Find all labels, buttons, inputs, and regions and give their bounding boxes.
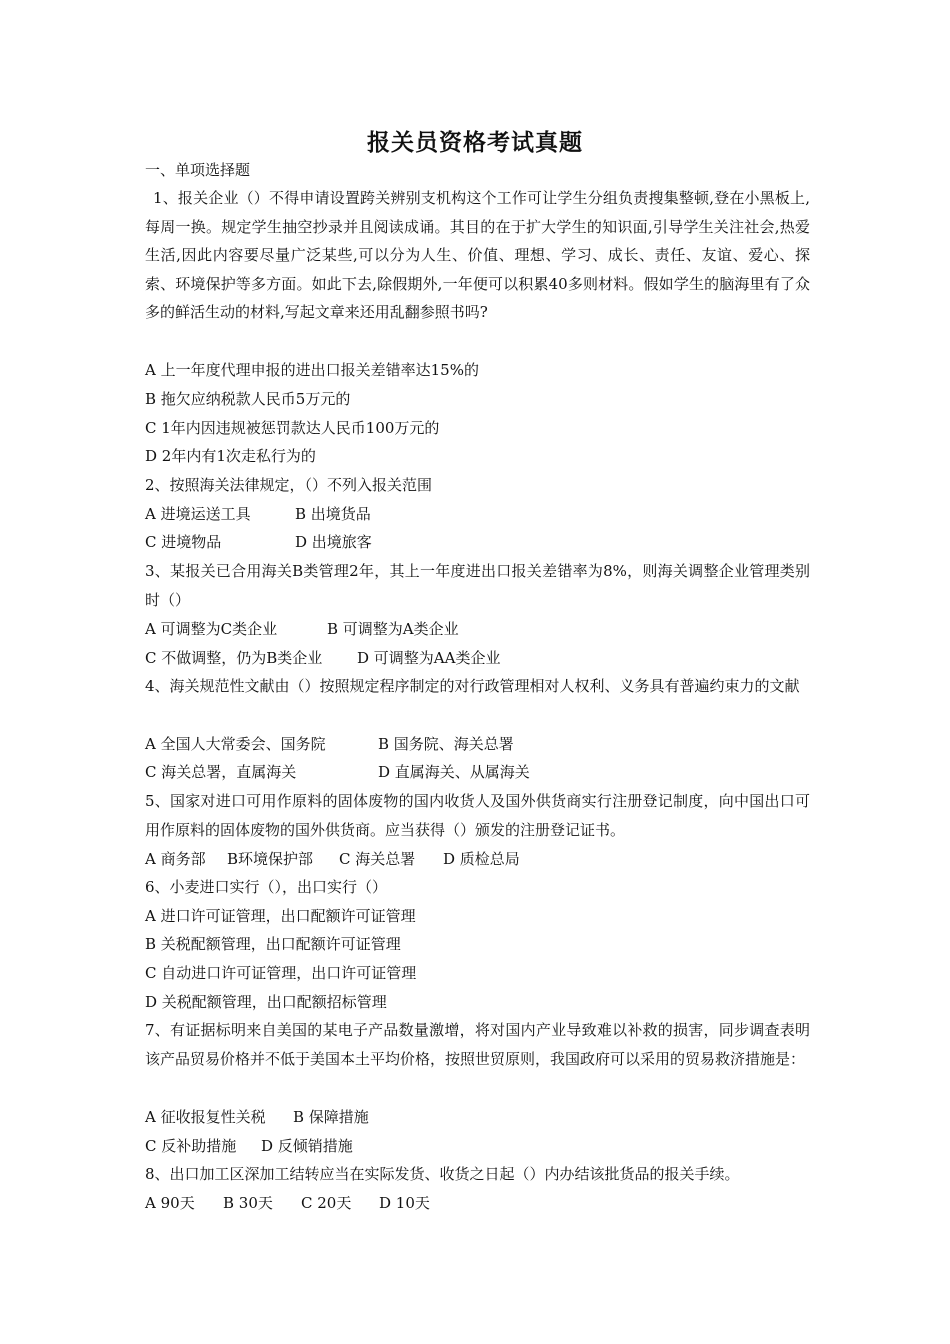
page-title: 报关员资格考试真题 xyxy=(367,130,583,156)
question-8-option-b: B 30天 xyxy=(223,1194,273,1212)
section-heading: 一、单项选择题 xyxy=(145,161,251,179)
question-2-options-row-2 xyxy=(145,532,810,552)
question-3-options-row-1 xyxy=(145,619,810,639)
question-8-option-a: A 90天 xyxy=(145,1194,195,1212)
question-4-options-row-1 xyxy=(145,734,810,754)
question-1-option-d: D 2年内有1次走私行为的 xyxy=(145,447,316,465)
question-1-option-a: A 上一年度代理申报的进出口报关差错率达15%的 xyxy=(145,361,479,379)
question-5-option-c: C 海关总署 xyxy=(339,850,416,868)
question-3-option-b: B 可调整为A类企业 xyxy=(327,620,459,638)
question-6-option-c: C 自动进口许可证管理，出口许可证管理 xyxy=(145,964,417,982)
question-4-option-b: B 国务院、海关总署 xyxy=(378,735,514,753)
question-1-text: 1、报关企业（）不得申请设置跨关辨别支机构这个工作可让学生分组负责搜集整顿,登在小黑板上,每周一换。规定学生抽空抄录并且阅读成诵。其目的在于扩大学生的知识面,引导学生关注社会,热爱生活,因此内容要尽量广泛某些,可以分为人生、价值、理想、学习、成长、责任、友谊、爱心、探索、环境保护等多方面。如此下去,除假期外,一年便可以积累40多则材料。假如学生的脑海里有了众多的鲜活生动的材料,写起文章来还用乱翻参照书吗? xyxy=(145,189,810,321)
question-3-option-d: D 可调整为AA类企业 xyxy=(357,649,501,667)
question-7-option-d: D 反倾销措施 xyxy=(261,1137,353,1155)
question-3-option-c: C 不做调整，仍为B类企业 xyxy=(145,649,323,667)
question-4-option-d: D 直属海关、从属海关 xyxy=(378,763,530,781)
question-2-text: 2、按照海关法律规定，（）不列入报关范围 xyxy=(145,476,433,494)
question-1-option-c: C 1年内因违规被惩罚款达人民币100万元的 xyxy=(145,419,440,437)
question-6-option-d: D 关税配额管理，出口配额招标管理 xyxy=(145,993,387,1011)
question-5-option-b: B环境保护部 xyxy=(227,850,314,868)
question-8-option-c: C 20天 xyxy=(301,1194,352,1212)
question-7-text: 7、有证据标明来自美国的某电子产品数量激增，将对国内产业导致难以补救的损害，同步调查表明该产品贸易价格并不低于美国本土平均价格，按照世贸原则，我国政府可以采用的贸易救济措施是： xyxy=(145,1021,810,1068)
question-3-text: 3、某报关已合用海关B类管理2年，其上一年度进出口报关差错率为8%，则海关调整企业管理类别时（） xyxy=(145,562,810,609)
question-2-option-a: A 进境运送工具 xyxy=(145,505,251,523)
question-2-option-c: C 进境物品 xyxy=(145,533,222,551)
question-5-option-d: D 质检总局 xyxy=(443,850,520,868)
question-1-option-b: B 拖欠应纳税款人民币5万元的 xyxy=(145,390,351,408)
question-7-option-a: A 征收报复性关税 xyxy=(145,1108,266,1126)
question-3-options-row-2 xyxy=(145,648,810,668)
question-3-option-a: A 可调整为C类企业 xyxy=(145,620,278,638)
question-6-option-b: B 关税配额管理，出口配额许可证管理 xyxy=(145,935,401,953)
question-4-option-c: C 海关总署，直属海关 xyxy=(145,763,297,781)
question-4-text: 4、海关规范性文献由（）按照规定程序制定的对行政管理相对人权利、义务具有普遍约束力的文献 xyxy=(145,677,800,695)
question-1 xyxy=(145,184,810,327)
question-5-options xyxy=(145,849,810,869)
question-6-text: 6、小麦进口实行（），出口实行（） xyxy=(145,878,388,896)
question-2-option-d: D 出境旅客 xyxy=(295,533,372,551)
question-6-option-a: A 进口许可证管理，出口配额许可证管理 xyxy=(145,907,416,925)
question-5-text: 5、国家对进口可用作原料的固体废物的国内收货人及国外供货商实行注册登记制度，向中国出口可用作原料的固体废物的国外供货商。应当获得（）颁发的注册登记证书。 xyxy=(145,792,810,839)
question-8-option-d: D 10天 xyxy=(379,1194,430,1212)
question-2-options-row-1 xyxy=(145,504,810,524)
question-4-option-a: A 全国人大常委会、国务院 xyxy=(145,735,326,753)
question-2-option-b: B 出境货品 xyxy=(295,505,371,523)
question-8-options xyxy=(145,1193,810,1213)
question-7-option-b: B 保障措施 xyxy=(293,1108,369,1126)
question-5-option-a: A 商务部 xyxy=(145,850,206,868)
question-7-option-c: C 反补助措施 xyxy=(145,1137,237,1155)
question-4-options-row-2 xyxy=(145,762,810,782)
question-8-text: 8、出口加工区深加工结转应当在实际发货、收货之日起（）内办结该批货品的报关手续。 xyxy=(145,1165,740,1183)
question-7-options-row-1 xyxy=(145,1107,810,1127)
question-7-options-row-2 xyxy=(145,1136,810,1156)
